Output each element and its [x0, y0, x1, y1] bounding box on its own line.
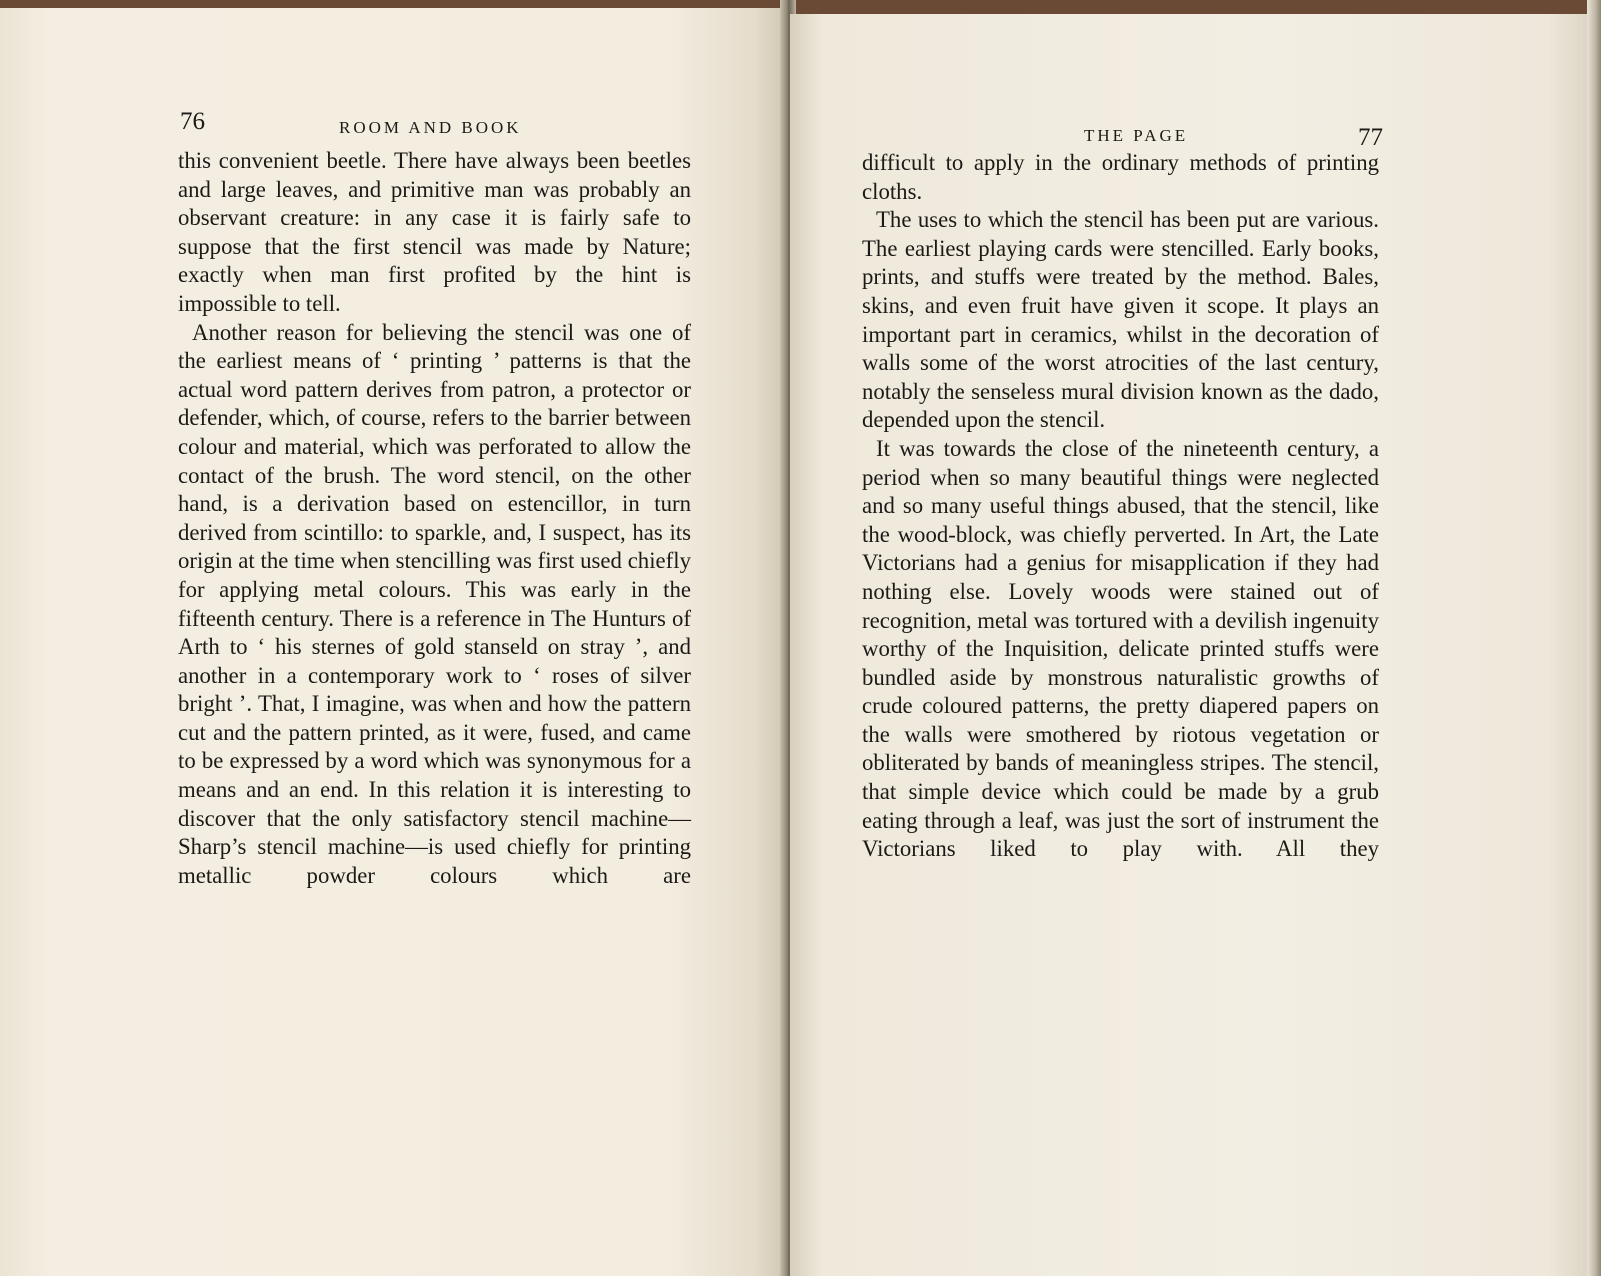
page-number: 77 — [1358, 124, 1383, 151]
paragraph: this convenient beetle. There have always been beetles and large leaves, and primitive man was probably an observant creature: in any case it is fairly safe to suppose that the first stencil was made by Nature; exactly when man first profited by the hint is impossible to tell. — [178, 148, 691, 316]
running-head: ROOM AND BOOK — [339, 118, 522, 137]
book-cover-edge — [1587, 0, 1601, 1276]
paragraph: difficult to apply in the ordinary methods of printing cloths. — [862, 150, 1379, 204]
right-page — [790, 14, 1587, 1276]
body-text — [178, 147, 691, 890]
paragraph: The uses to which the stencil has been put are various. The earliest playing cards were stencilled. Early books, prints, and stuffs were treated by the method. Bales, skins, and even fruit have given it scope. It plays an important part in ceramics, whilst in the decoration of walls some of the worst atrocities of the last century, notably the senseless mural division known as the dado, depended upon the stencil. — [862, 207, 1379, 433]
body-text — [862, 149, 1379, 864]
page-number: 76 — [180, 108, 205, 135]
running-head: THE PAGE — [1084, 126, 1189, 145]
paragraph: Another reason for believing the stencil was one of the earliest means of ‘ printing ’ patterns is that the actual word pattern derives from patron, a protector or defender, which, of course, refers to the barrier between colour and material, which was perforated to allow the contact of the brush. The word stencil, on the other hand, is a derivation based on estencillor, in turn derived from scintillo: to sparkle, and, I suspect, has its origin at the time when stencilling was first used chiefly for applying metal colours. This was early in the fifteenth century. There is a reference in The Hunturs of Arth to ‘ his sternes of gold stanseld on stray ’, and another in a contemporary work to ‘ roses of silver bright ’. That, I imagine, was when and how the pattern cut and the pattern printed, as it were, fused, and came to be expressed by a word which was synonymous for a means and an end. In this relation it is interesting to discover that the only satisfactory stencil machine—Sharp’s stencil machine—is used chiefly for printing metallic powder colours which are — [178, 319, 691, 888]
left-page — [0, 8, 786, 1276]
paragraph: It was towards the close of the nineteenth century, a period when so many beautiful things were neglected and so many useful things abused, that the stencil, like the wood-block, was chiefly perverted. In Art, the Late Victorians had a genius for misapplication if they had nothing else. Lovely woods were stained out of recognition, metal was tortured with a devilish ingenuity worthy of the Inquisition, delicate printed stuffs were bundled aside by monstrous naturalistic growths of crude coloured patterns, the pretty diapered papers on the walls were smothered by riotous vegetation or obliterated by bands of meaningless stripes. The stencil, that simple device which could be made by a grub eating through a leaf, was just the sort of instrument the Victorians liked to play with. All they — [862, 435, 1379, 862]
